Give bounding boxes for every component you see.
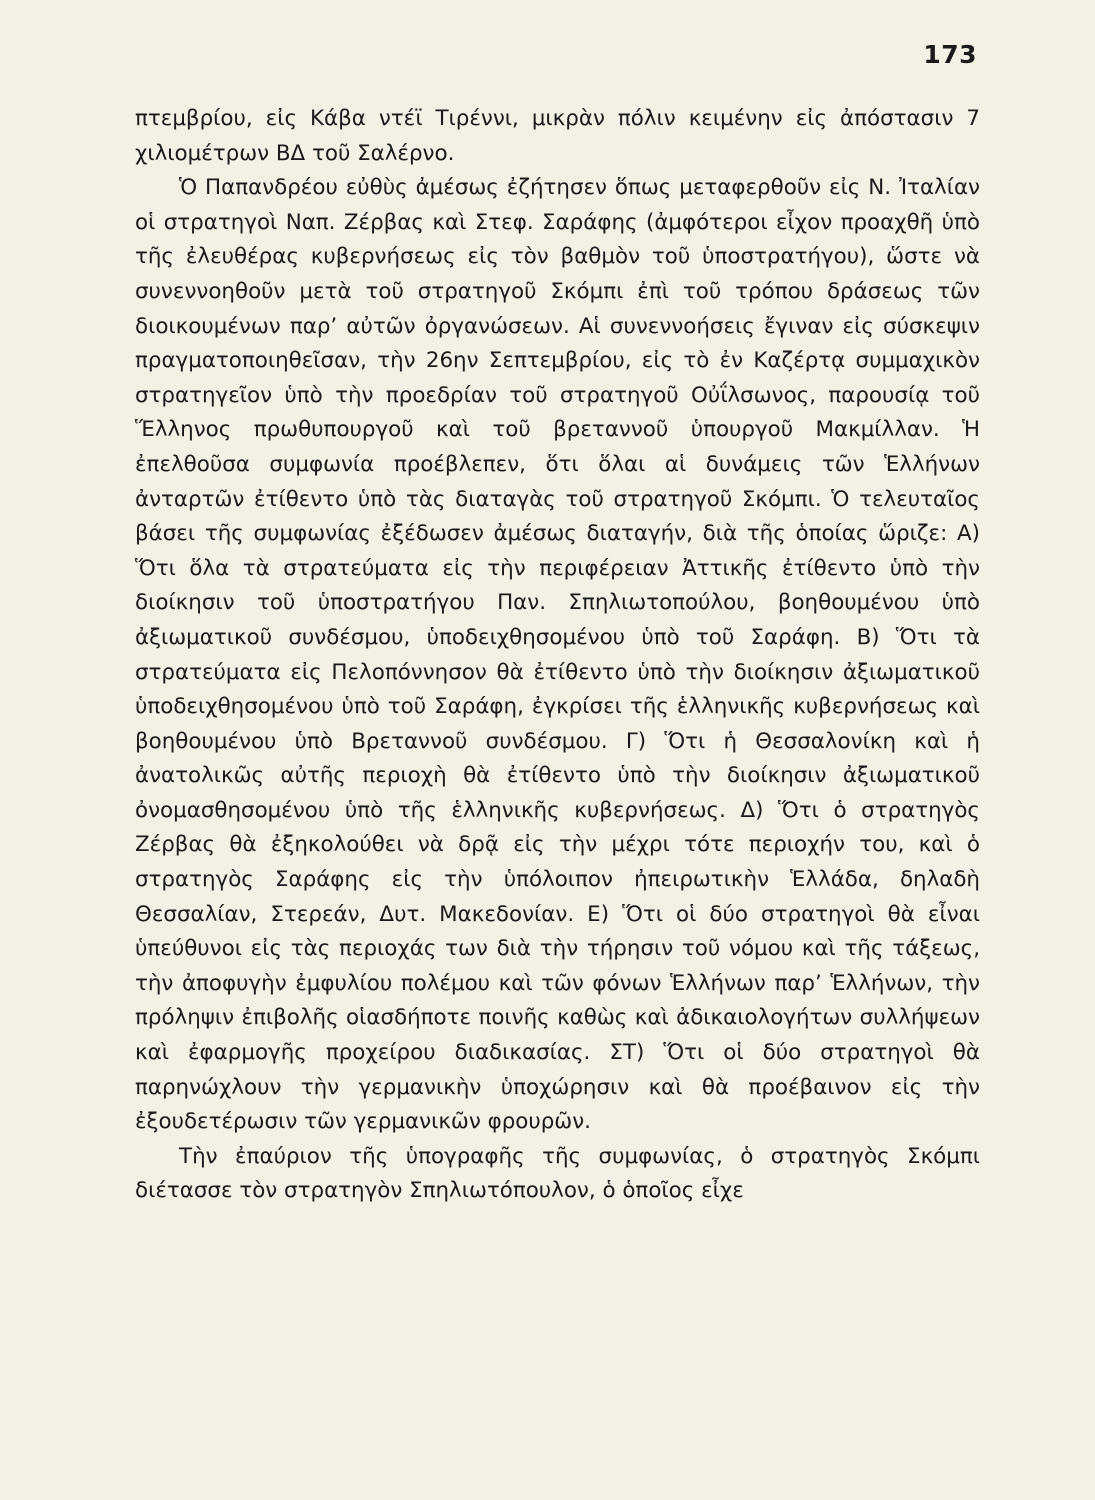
paragraph-next-day: Τὴν ἐπαύριον τῆς ὑπογραφῆς τῆς συμφωνίας, ὁ στρατηγὸς Σκόμπι διέτασσε τὸν στρατηγὸν Σπηλιωτόπουλον, ὁ ὁποῖος εἶχε [135, 1143, 980, 1204]
paragraph-agreement: Ὁ Παπανδρέου εὐθὺς ἀμέσως ἐζήτησεν ὅπως μεταφερθοῦν εἰς Ν. Ἰταλίαν οἱ στρατηγοὶ Ναπ. Ζέρβας καὶ Στεφ. Σαράφης (ἀμφότεροι εἶχον προαχθῆ ὑπὸ τῆς ἐλευθέρας κυβερνήσεως εἰς τὸν βαθμὸν τοῦ ὑποστρατήγου), ὥστε νὰ συνεννοηθοῦν μετὰ τοῦ στρατηγοῦ Σκόμπι ἐπὶ τοῦ τρόπου δράσεως τῶν διοικουμένων παρ’ αὐτῶν ὀργανώσεων. Αἱ συνεννοήσεις ἔγιναν εἰς σύσκεψιν πραγματοποιηθεῖσαν, τὴν 26ην Σεπτεμβρίου, εἰς τὸ ἐν Καζέρτᾳ συμμαχικὸν στρατηγεῖον ὑπὸ τὴν προεδρίαν τοῦ στρατηγοῦ Οὐΐλσωνος, παρουσίᾳ τοῦ Ἕλληνος πρωθυπουργοῦ καὶ τοῦ βρεταννοῦ ὑπουργοῦ Μακμίλλαν. Ἡ ἐπελθοῦσα συμφωνία προέβλεπεν, ὅτι ὅλαι αἱ δυνάμεις τῶν Ἑλλήνων ἀνταρτῶν ἐτίθεντο ὑπὸ τὰς διαταγὰς τοῦ στρατηγοῦ Σκόμπι. Ὁ τελευταῖος βάσει τῆς συμφωνίας ἐξέδωσεν ἀμέσως διαταγήν, διὰ τῆς ὁποίας ὥριζε: Α) Ὅτι ὅλα τὰ στρατεύματα εἰς τὴν περιφέρειαν Ἀττικῆς ἐτίθεντο ὑπὸ τὴν διοίκησιν τοῦ ὑποστρατήγου Παν. Σπηλιωτοπούλου, βοηθουμένου ὑπὸ ἀξιωματικοῦ συνδέσμου, ὑποδειχθησομένου ὑπὸ τοῦ Σαράφη. Β) Ὅτι τὰ στρατεύματα εἰς Πελοπόννησον θὰ ἐτίθεντο ὑπὸ τὴν διοίκησιν ἀξιωματικοῦ ὑποδειχθησομένου ὑπὸ τοῦ Σαράφη, ἐγκρίσει τῆς ἑλληνικῆς κυβερνήσεως καὶ βοηθουμένου ὑπὸ Βρεταννοῦ συνδέσμου. Γ) Ὅτι ἡ Θεσσαλονίκη καὶ ἡ ἀνατολικῶς αὐτῆς περιοχὴ θὰ ἐτίθεντο ὑπὸ τὴν διοίκησιν ἀξιωματικοῦ ὀνομασθησομένου ὑπὸ τῆς ἑλληνικῆς κυβερνήσεως. Δ) Ὅτι ὁ στρατηγὸς Ζέρβας θὰ ἐξηκολούθει νὰ δρᾷ εἰς τὴν μέχρι τότε περιοχήν του, καὶ ὁ στρατηγὸς Σαράφης εἰς τὴν ὑπόλοιπον ἠπειρωτικὴν Ἑλλάδα, δηλαδὴ Θεσσαλίαν, Στερεάν, Δυτ. Μακεδονίαν. Ε) Ὅτι οἱ δύο στρατηγοὶ θὰ εἶναι ὑπεύθυνοι εἰς τὰς περιοχάς των διὰ τὴν τήρησιν τοῦ νόμου καὶ τῆς τάξεως, τὴν ἀποφυγὴν ἐμφυλίου πολέμου καὶ τῶν φόνων Ἑλλήνων παρ’ Ἑλλήνων, τὴν πρόληψιν ἐπιβολῆς οἱασδήποτε ποινῆς καθὼς καὶ ἀδικαιολογήτων συλλήψεων καὶ ἐφαρμογῆς προχείρου διαδικασίας. ΣΤ) Ὅτι οἱ δύο στρατηγοὶ θὰ παρηνώχλουν τὴν γερμανικὴν ὑποχώρησιν καὶ θὰ προέβαινον εἰς τὴν ἐξουδετέρωσιν τῶν γερμανικῶν φρουρῶν. [135, 175, 980, 1135]
paragraph-continuation: πτεμβρίου, εἰς Κάβα ντέϊ Τιρέννι, μικρὰν πόλιν κειμένην εἰς ἀπόστασιν 7 χιλιομέτρων ΒΔ τοῦ Σαλέρνο. [135, 106, 980, 166]
body-text [135, 102, 980, 1209]
page-number: 173 [923, 40, 977, 69]
